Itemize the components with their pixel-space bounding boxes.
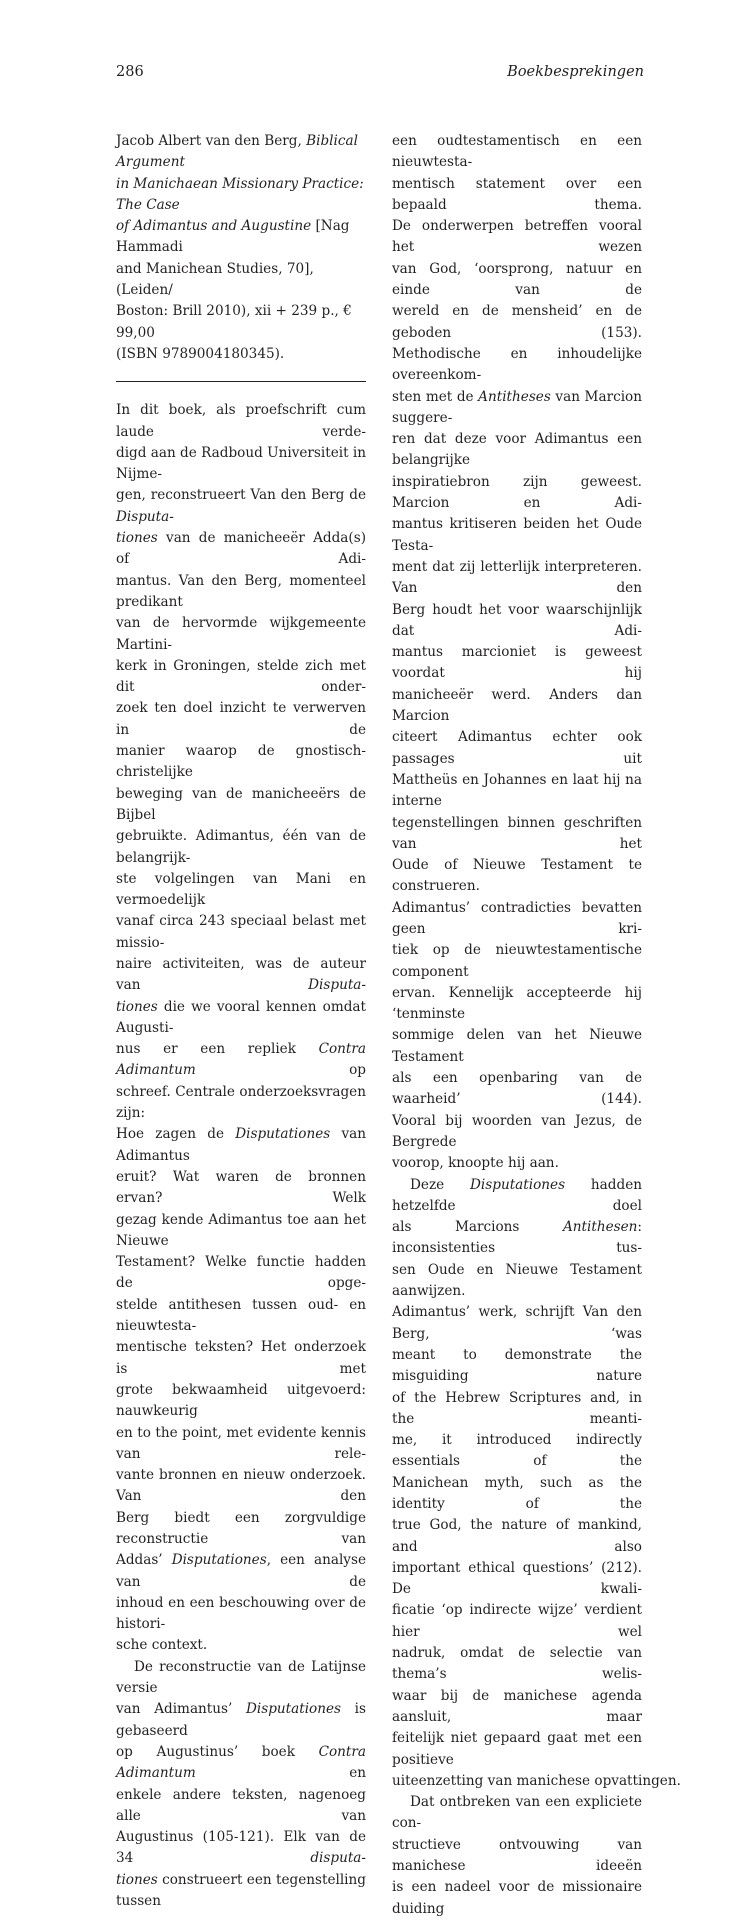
text-line: van God, ‘oorsprong, natuur en einde van de xyxy=(392,260,642,299)
text-line: Methodische en inhoudelijke overeenkom- xyxy=(392,345,642,384)
text-line: Augustinus (105-121). Elk van de 34 disputa- xyxy=(116,1829,366,1867)
text-line: gebruikte. Adimantus, één van de belangrijk- xyxy=(116,828,366,866)
text-line: vanaf circa 243 speciaal belast met missio- xyxy=(116,913,366,951)
citation-series-2: and Manichean Studies, 70], (Leiden/ xyxy=(116,260,314,299)
citation-title-2: in Manichaean Missionary Practice: The Case xyxy=(116,175,364,213)
text-line: Dat ontbreken van een expliciete con- xyxy=(392,1794,642,1832)
text-line: voorop, knoopte hij aan. xyxy=(392,1155,559,1172)
text-line: sten met de Antitheses van Marcion suggere- xyxy=(392,388,642,426)
text-line: important ethical questions’ (212). De kwali- xyxy=(392,1559,642,1598)
text-line: structieve ontvouwing van manichese ideeën xyxy=(392,1836,642,1875)
right-column xyxy=(392,131,681,1920)
citation-title-3: of Adimantus and Augustine xyxy=(116,218,312,235)
text-line: Testament? Welke functie hadden de opge- xyxy=(116,1254,366,1292)
text-line: mentisch statement over een bepaald thema. xyxy=(392,175,642,213)
text-line: is een nadeel voor de missionaire duiding xyxy=(392,1879,642,1917)
text-line: digd aan de Radboud Universiteit in Nijme- xyxy=(116,444,366,483)
text-line: citeert Adimantus echter ook passages uit xyxy=(392,729,642,767)
text-line: nadruk, omdat de selectie van thema’s welis- xyxy=(392,1645,642,1683)
left-body-text xyxy=(116,400,366,1912)
text-line: een oudtestamentisch en een nieuwtesta- xyxy=(392,133,642,171)
running-head: Boekbesprekingen xyxy=(507,64,644,80)
text-line: naire activiteiten, was de auteur van Disputa- xyxy=(116,955,366,994)
text-line: tiones construeert een tegenstelling tussen xyxy=(116,1871,366,1910)
text-line: mentische teksten? Het onderzoek is met xyxy=(116,1339,366,1377)
text-line: als een openbaring van de waarheid’ (144). xyxy=(392,1070,642,1108)
text-line: Hoe zagen de Disputationes van Adimantus xyxy=(116,1126,366,1164)
citation-title-1: Biblical Argument xyxy=(116,133,358,171)
text-line: Berg biedt een zorgvuldige reconstructie van xyxy=(116,1509,366,1547)
text-line: sen Oude en Nieuwe Testament aanwijzen. xyxy=(392,1261,642,1300)
text-line: true God, the nature of mankind, and also xyxy=(392,1517,642,1555)
text-line: als Marcions Antithesen: inconsistenties tus- xyxy=(392,1219,642,1257)
text-line: op Augustinus’ boek Contra Adimantum en xyxy=(116,1743,366,1782)
text-line: stelde antithesen tussen oud- en nieuwtesta- xyxy=(116,1296,366,1335)
text-line: eruit? Wat waren de bronnen ervan? Welk xyxy=(116,1168,366,1207)
right-body-text xyxy=(392,131,681,1920)
citation-publisher: Boston: Brill 2010), xii + 239 p., € 99,00 xyxy=(116,303,352,341)
text-line: inspiratiebron zijn geweest. Marcion en Adi- xyxy=(392,473,642,512)
text-line: ficatie ‘op indirecte wijze’ verdient hier wel xyxy=(392,1602,642,1640)
text-line: meant to demonstrate the misguiding nature xyxy=(392,1346,642,1385)
text-line: ste volgelingen van Mani en vermoedelijk xyxy=(116,870,366,909)
text-line: Mattheüs en Johannes en laat hij na interne xyxy=(392,771,642,810)
citation-series-1: [Nag Hammadi xyxy=(116,218,350,256)
text-line: vante bronnen en nieuw onderzoek. Van den xyxy=(116,1467,366,1505)
text-line: sche context. xyxy=(116,1637,208,1654)
text-line: De reconstructie van de Latijnse versie xyxy=(116,1658,366,1697)
text-line: gezag kende Adimantus toe aan het Nieuwe xyxy=(116,1211,366,1249)
text-line: Oude of Nieuwe Testament te construeren. xyxy=(392,857,642,895)
text-line: inhoud en een beschouwing over de histori- xyxy=(116,1594,366,1633)
text-line: mantus. Van den Berg, momenteel predikant xyxy=(116,572,366,610)
text-line: In dit boek, als proefschrift cum laude verde- xyxy=(116,402,366,440)
text-line: zoek ten doel inzicht te verwerven in de xyxy=(116,700,366,738)
text-line: Berg houdt het voor waarschijnlijk dat Adi- xyxy=(392,601,642,639)
text-line: tiones van de manicheeër Adda(s) of Adi- xyxy=(116,530,366,568)
citation-isbn: (ISBN 9789004180345). xyxy=(116,345,285,362)
text-line: wereld en de mensheid’ en de geboden (153). xyxy=(392,303,642,341)
text-line: Adimantus’ werk, schrijft Van den Berg, ‘was xyxy=(392,1304,642,1342)
text-line: tiones die we vooral kennen omdat Augusti- xyxy=(116,998,366,1036)
text-line: uiteenzetting van manichese opvattingen. xyxy=(392,1772,681,1789)
text-line: van de hervormde wijkgemeente Martini- xyxy=(116,615,366,653)
citation-author: Jacob Albert van den Berg, xyxy=(116,133,307,149)
text-line: kerk in Groningen, stelde zich met dit onder- xyxy=(116,657,366,696)
left-column xyxy=(116,131,366,1912)
text-line: enkele andere teksten, nagenoeg alle van xyxy=(116,1786,366,1824)
text-line: mantus marcioniet is geweest voordat hij xyxy=(392,644,642,682)
text-line: Adimantus’ contradicties bevatten geen kri- xyxy=(392,899,642,937)
text-line: van Adimantus’ Disputationes is gebaseerd xyxy=(116,1701,366,1739)
text-line: Addas’ Disputationes, een analyse van de xyxy=(116,1552,366,1590)
page-number: 286 xyxy=(116,64,144,80)
text-line: ervan. Kennelijk accepteerde hij ‘tenminste xyxy=(392,984,642,1023)
text-line: waar bij de manichese agenda aansluit, maar xyxy=(392,1687,642,1725)
text-line: schreef. Centrale onderzoeksvragen zijn: xyxy=(116,1083,366,1122)
text-line: grote bekwaamheid uitgevoerd: nauwkeurig xyxy=(116,1381,366,1420)
citation-rule xyxy=(116,381,366,382)
text-line: nus er een repliek Contra Adimantum op xyxy=(116,1041,366,1079)
bibliographic-citation xyxy=(116,131,366,365)
text-line: manicheeër werd. Anders dan Marcion xyxy=(392,686,642,725)
text-line: mantus kritiseren beiden het Oude Testa- xyxy=(392,516,642,554)
text-line: Deze Disputationes hadden hetzelfde doel xyxy=(392,1176,642,1214)
text-line: Vooral bij woorden van Jezus, de Bergrede xyxy=(392,1112,642,1150)
text-line: manier waarop de gnostisch-christelijke xyxy=(116,743,366,781)
text-line: Manichean myth, such as the identity of the xyxy=(392,1474,642,1512)
text-line: en to the point, met evidente kennis van rele- xyxy=(116,1424,366,1462)
text-line: ment dat zij letterlijk interpreteren. Van den xyxy=(392,558,642,597)
text-line: sommige delen van het Nieuwe Testament xyxy=(392,1027,642,1065)
text-line: feitelijk niet gepaard gaat met een positieve xyxy=(392,1730,642,1768)
text-line: tiek op de nieuwtestamentische component xyxy=(392,942,642,980)
text-line: ren dat deze voor Adimantus een belangrijke xyxy=(392,431,642,469)
text-line: gen, reconstrueert Van den Berg de Disputa- xyxy=(116,487,366,525)
text-line: me, it introduced indirectly essentials of the xyxy=(392,1432,642,1470)
text-line: of the Hebrew Scriptures and, in the meanti- xyxy=(392,1389,642,1427)
text-line: De onderwerpen betreffen vooral het wezen xyxy=(392,218,642,256)
text-line: beweging van de manicheeërs de Bijbel xyxy=(116,785,366,823)
text-line: tegenstellingen binnen geschriften van het xyxy=(392,814,642,852)
